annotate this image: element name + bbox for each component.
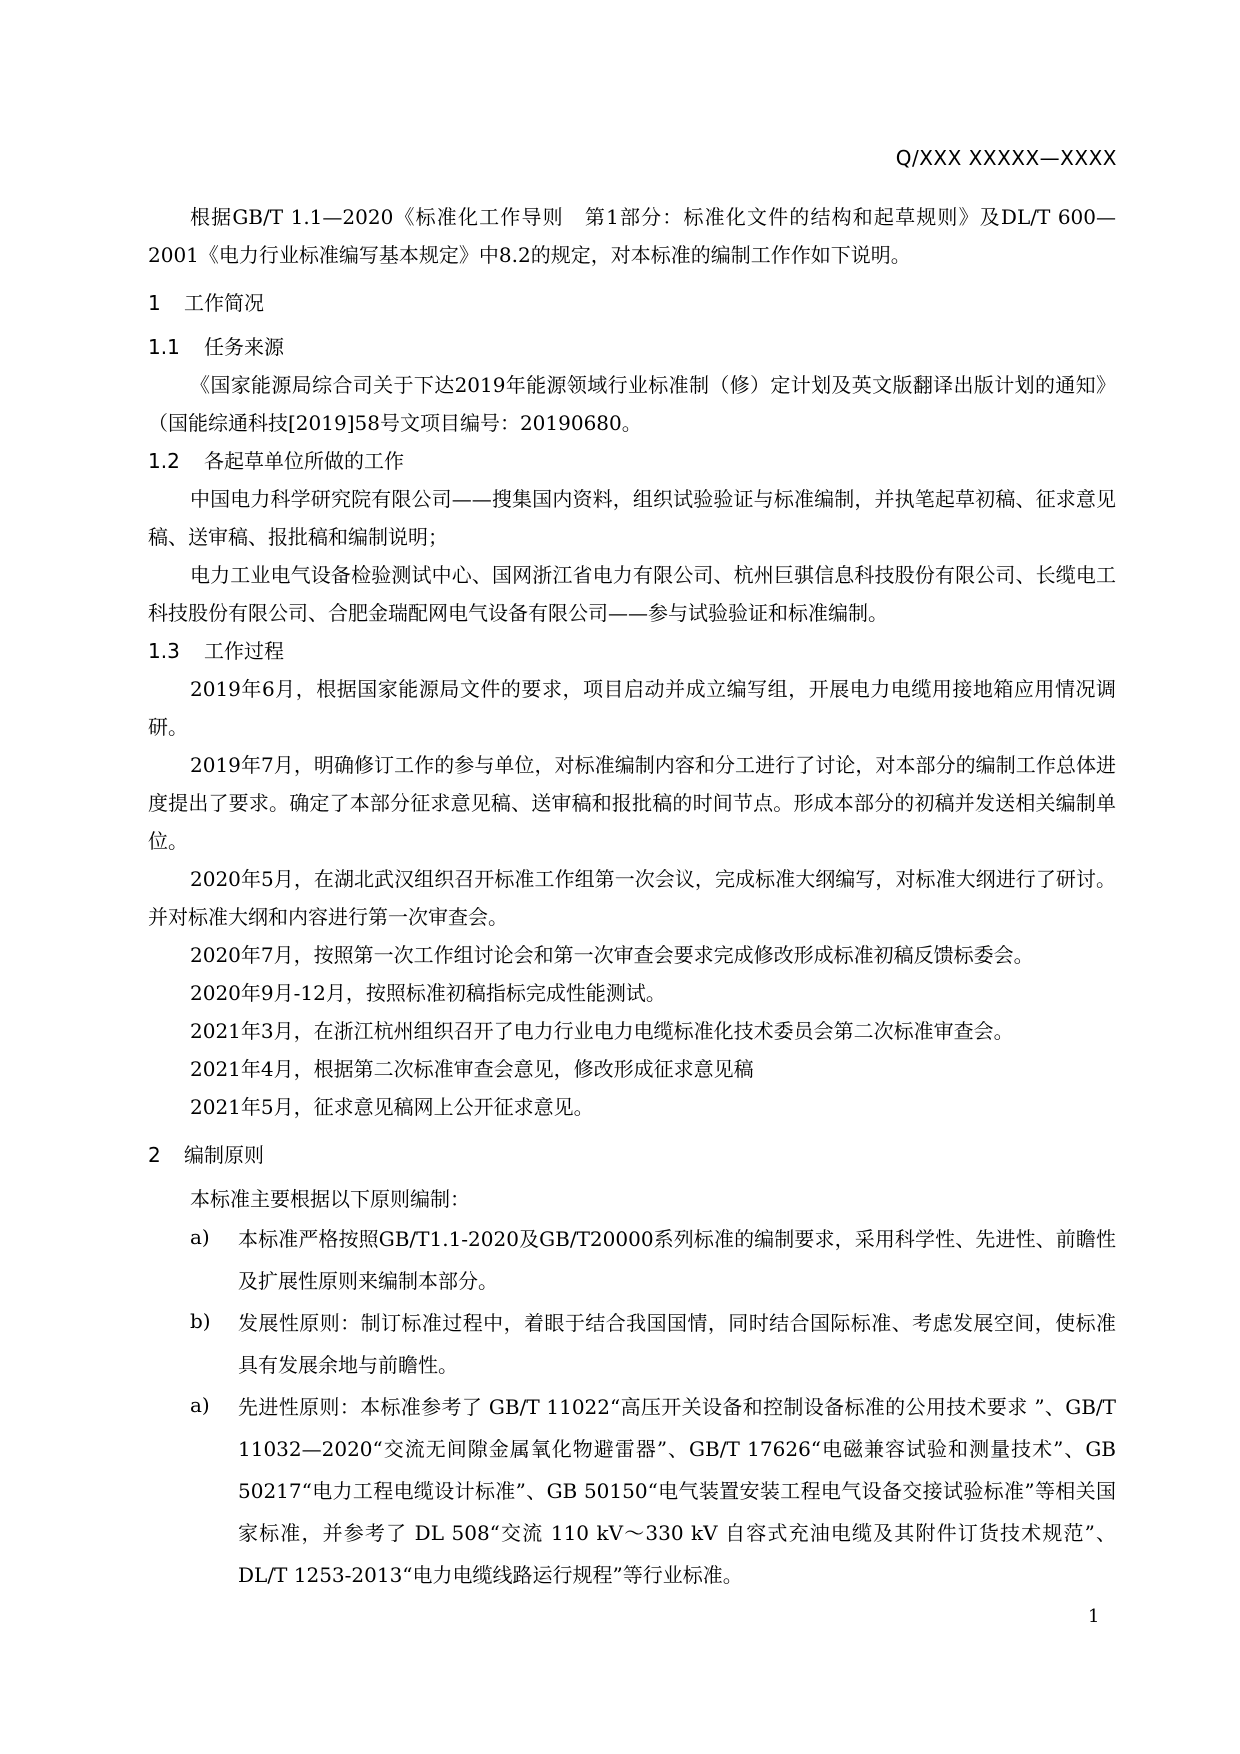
section-title: 任务来源 [204, 335, 284, 359]
section-2-heading [148, 1134, 1116, 1176]
paragraph: 2020年5月，在湖北武汉组织召开标准工作组第一次会议，完成标准大纲编写，对标准大纲进行了研讨。并对标准大纲和内容进行第一次审查会。 [148, 867, 1116, 929]
paragraph: 中国电力科学研究院有限公司——搜集国内资料，组织试验验证与标准编制，并执笔起草初稿、征求意见稿、送审稿、报批稿和编制说明； [148, 487, 1116, 549]
section-1-3-heading [148, 632, 1116, 670]
standard-code: Q/XXX XXXXX—XXXX [895, 146, 1117, 170]
list-item [148, 1302, 1116, 1386]
paragraph: 2019年7月，明确修订工作的参与单位，对标准编制内容和分工进行了讨论，对本部分的编制工作总体进度提出了要求。确定了本部分征求意见稿、送审稿和报批稿的时间节点。形成本部分的初稿并发送相关编制单位。 [148, 753, 1116, 853]
list-text: 先进性原则：本标准参考了 GB/T 11022“高压开关设备和控制设备标准的公用技术要求 ”、GB/T 11032—2020“交流无间隙金属氧化物避雷器”、GB/T 17626“电磁兼容试验和测量技术”、GB 50217“电力工程电缆设计标准”、GB 50150“电气装置安装工程电气设备交接试验标准”等相关国家标准，并参考了 DL 508“交流 110 kV～330 kV 自容式充油电缆及其附件订货技术规范”、DL/T 1253-2013“电力电缆线路运行规程”等行业标准。 [238, 1395, 1116, 1587]
paragraph: 2019年6月，根据国家能源局文件的要求，项目启动并成立编写组，开展电力电缆用接地箱应用情况调研。 [148, 677, 1116, 739]
section-title: 各起草单位所做的工作 [204, 449, 404, 473]
list-marker: a) [190, 1393, 210, 1417]
document-body [148, 198, 1116, 1596]
list-item [148, 1386, 1116, 1596]
paragraph: 本标准主要根据以下原则编制： [190, 1187, 470, 1211]
paragraph: 《国家能源局综合司关于下达2019年能源领域行业标准制（修）定计划及英文版翻译出版计划的通知》（国能综通科技[2019]58号文项目编号：20190680。 [148, 373, 1116, 435]
page-number: 1 [1088, 1606, 1100, 1627]
paragraph: 电力工业电气设备检验测试中心、国网浙江省电力有限公司、杭州巨骐信息科技股份有限公司、长缆电工科技股份有限公司、合肥金瑞配网电气设备有限公司——参与试验验证和标准编制。 [148, 563, 1116, 625]
list-item [148, 1218, 1116, 1302]
list-marker: b) [190, 1309, 211, 1333]
section-title: 工作简况 [184, 291, 264, 315]
section-number: 1 [148, 291, 161, 315]
section-number: 2 [148, 1143, 161, 1167]
section-title: 编制原则 [184, 1143, 264, 1167]
list-marker: a) [190, 1225, 210, 1249]
intro-paragraph: 根据GB/T 1.1—2020《标准化工作导则 第1部分：标准化文件的结构和起草规则》及DL/T 600—2001《电力行业标准编写基本规定》中8.2的规定，对本标准的编制工作作如下说明。 [148, 205, 1116, 267]
paragraph: 2021年4月，根据第二次标准审查会意见，修改形成征求意见稿 [190, 1057, 754, 1081]
section-1-1-heading [148, 328, 1116, 366]
paragraph: 2020年9月-12月，按照标准初稿指标完成性能测试。 [190, 981, 666, 1005]
section-number: 1.2 [148, 449, 180, 473]
paragraph: 2021年5月，征求意见稿网上公开征求意见。 [190, 1095, 594, 1119]
paragraph: 2020年7月，按照第一次工作组讨论会和第一次审查会要求完成修改形成标准初稿反馈标委会。 [190, 943, 1034, 967]
section-number: 1.1 [148, 335, 180, 359]
section-number: 1.3 [148, 639, 180, 663]
section-title: 工作过程 [204, 639, 284, 663]
list-text: 发展性原则：制订标准过程中，着眼于结合我国国情，同时结合国际标准、考虑发展空间，使标准具有发展余地与前瞻性。 [238, 1311, 1116, 1377]
paragraph: 2021年3月，在浙江杭州组织召开了电力行业电力电缆标准化技术委员会第二次标准审查会。 [190, 1019, 1014, 1043]
section-1-2-heading [148, 442, 1116, 480]
section-1-heading [148, 282, 1116, 324]
list-text: 本标准严格按照GB/T1.1-2020及GB/T20000系列标准的编制要求，采用科学性、先进性、前瞻性及扩展性原则来编制本部分。 [238, 1227, 1116, 1293]
